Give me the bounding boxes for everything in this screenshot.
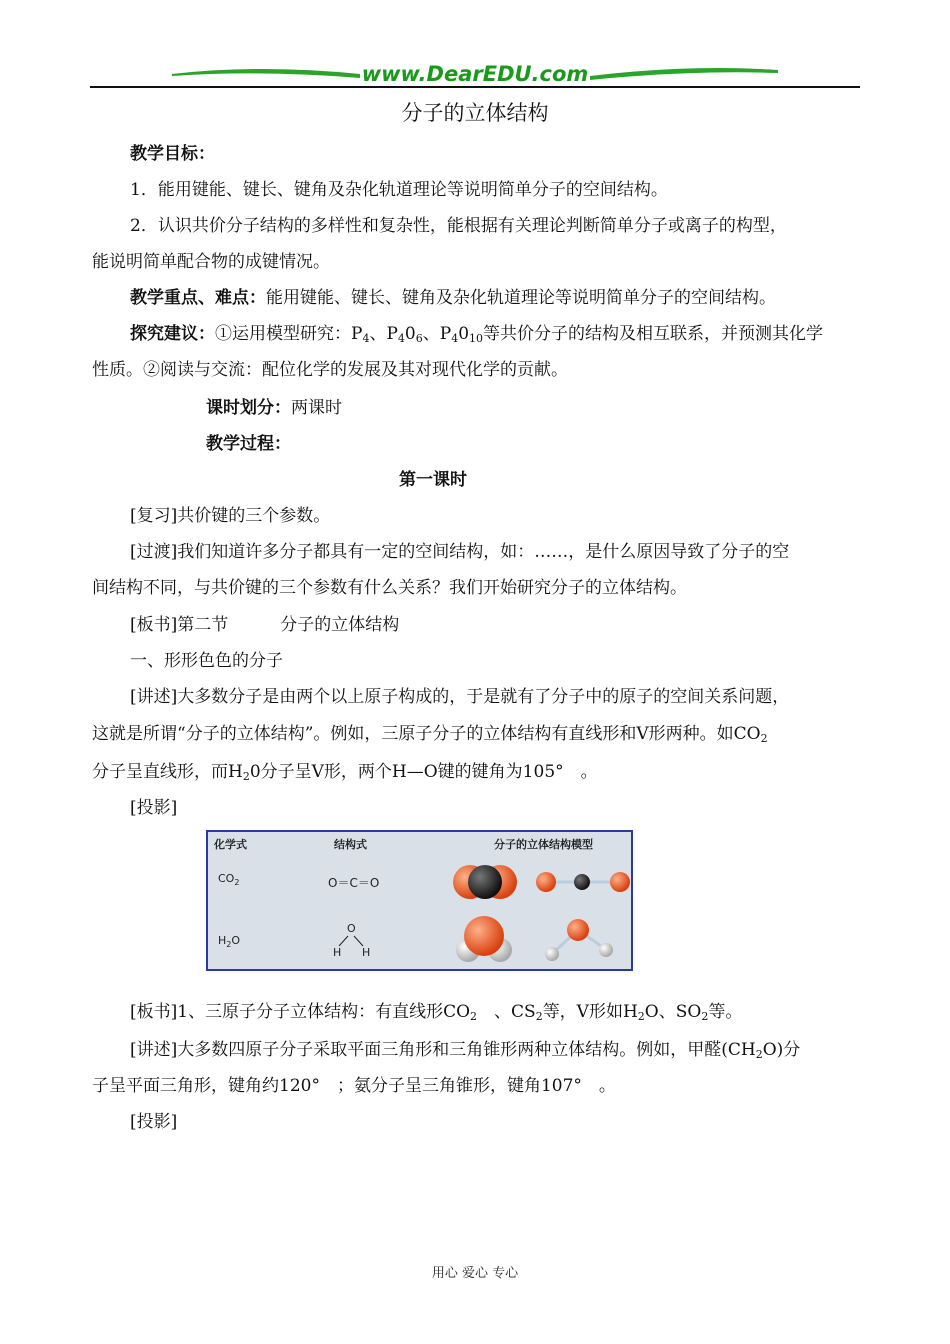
suggestion-sep: 、P: [422, 324, 452, 344]
lecture2-text: O)分: [762, 1040, 801, 1060]
oxygen-atom: [464, 916, 504, 956]
section-heading: 一、形形色色的分子: [130, 651, 283, 671]
board-text: [板书]1、三原子分子立体结构：有直线形CO: [130, 1002, 471, 1022]
board-label: [板书]第二节: [130, 615, 229, 635]
oxygen-atom: [610, 872, 630, 892]
board-line-1: [130, 615, 399, 635]
subscript: 2: [470, 1010, 478, 1023]
process-label: 教学过程：: [206, 434, 291, 454]
board-text: O、SO: [644, 1002, 702, 1022]
board-text: 等。: [708, 1002, 743, 1022]
review-line: [复习]共价键的三个参数。: [130, 506, 331, 526]
fig-col-model: 分子的立体结构模型: [494, 838, 593, 851]
schedule-value: 两课时: [291, 398, 342, 418]
subscript: 2: [242, 770, 250, 783]
key-points-text: 能用键能、键长、键角及杂化轨道理论等说明简单分子的空间结构。: [266, 288, 776, 308]
board-text: 等，V形如H: [542, 1002, 638, 1022]
oxygen-atom: [536, 872, 556, 892]
subscript: 2: [637, 1010, 645, 1023]
lecture1-text: 分子呈直线形，而H: [92, 762, 243, 782]
subscript: 6: [415, 332, 423, 345]
board-text: 、CS: [477, 1002, 536, 1022]
suggestion-line2: 性质。②阅读与交流：配位化学的发展及其对现代化学的贡献。: [92, 360, 568, 380]
suggestion-o: 0: [404, 324, 416, 344]
suggestion-o: 0: [458, 324, 470, 344]
lecture1-line2: [92, 724, 768, 744]
molecule-structure-figure: [206, 830, 633, 971]
objective-item-2-line2: 能说明简单配合物的成键情况。: [92, 252, 330, 272]
subscript: 2: [701, 1010, 709, 1023]
fig-co2-structure: O＝C＝O: [328, 876, 380, 890]
lecture1-text: 这就是所谓“分子的立体结构”。例如，三原子分子的立体结构有直线形和V形两种。如CO: [92, 724, 761, 744]
key-points-label: 教学重点、难点：: [130, 288, 266, 308]
subscript: 4: [451, 332, 459, 345]
suggestion-text-b: 等共价分子的结构及相互联系，并预测其化学: [483, 324, 824, 344]
suggestion-label: 探究建议：: [130, 324, 215, 344]
projection-label-2: [投影]: [130, 1112, 178, 1132]
suggestion-text-a: ①运用模型研究：P: [215, 324, 363, 344]
fig-h2o-o-label: O: [347, 922, 356, 935]
objective-item-1: 1．能用键能、键长、键角及杂化轨道理论等说明简单分子的空间结构。: [130, 180, 668, 200]
subscript: 2: [760, 732, 768, 745]
transition-line1: [过渡]我们知道许多分子都具有一定的空间结构，如：……，是什么原因导致了分子的空: [130, 542, 790, 562]
logo-text: www.DearEDU.com: [361, 62, 589, 86]
carbon-atom: [468, 865, 502, 899]
objectives-heading: 教学目标：: [130, 144, 215, 164]
subscript: 2: [535, 1010, 543, 1023]
subscript: 2: [226, 940, 232, 949]
page-title: 分子的立体结构: [401, 101, 549, 125]
board-topic: 分子的立体结构: [280, 615, 400, 635]
page-footer: 用心 爱心 专心: [431, 1266, 519, 1281]
fig-col-formula: 化学式: [214, 838, 247, 851]
subscript: 4: [397, 332, 405, 345]
transition-line2: 间结构不同，与共价键的三个参数有什么关系？我们开始研究分子的立体结构。: [92, 578, 687, 598]
fig-h2o-h-label: H: [333, 946, 342, 959]
site-logo: [170, 62, 780, 88]
formula-text: O: [231, 934, 241, 947]
projection-label-1: [投影]: [130, 798, 178, 818]
schedule-label: 课时划分：: [206, 398, 291, 418]
header-rule: [90, 86, 860, 88]
subscript: 2: [234, 878, 240, 887]
schedule-line: [206, 398, 342, 418]
lecture2-line1: [130, 1040, 800, 1060]
key-points-paragraph: [130, 288, 776, 308]
lecture1-line3: [92, 762, 598, 782]
suggestion-sep: 、P: [369, 324, 398, 344]
board-line-2: [130, 1002, 742, 1022]
molecule-models-graphic: [208, 832, 631, 969]
lecture2-line2: 子呈平面三角形，键角约120° ；氨分子呈三角锥形，键角107° 。: [92, 1076, 616, 1096]
subscript: 4: [362, 332, 370, 345]
objective-item-2-line1: 2．认识共价分子结构的多样性和复杂性，能根据有关理论判断简单分子或离子的构型，: [130, 216, 787, 236]
subscript: 2: [755, 1048, 763, 1061]
oxygen-atom: [567, 919, 589, 941]
formula-text: H: [218, 934, 227, 947]
carbon-atom: [574, 874, 590, 890]
fig-h2o-h-label: H: [362, 946, 371, 959]
hydrogen-atom: [545, 947, 559, 961]
lecture1-line1: [讲述]大多数分子是由两个以上原子构成的，于是就有了分子中的原子的空间关系问题，: [130, 687, 790, 707]
lecture1-text: 0分子呈V形，两个H—O键的键角为105° 。: [249, 762, 598, 782]
subscript: 10: [469, 332, 484, 345]
lesson-heading: 第一课时: [399, 470, 467, 490]
hydrogen-atom: [599, 943, 613, 957]
formula-text: CO: [218, 872, 235, 885]
suggestion-line1: [130, 324, 823, 344]
lecture2-text: [讲述]大多数四原子分子采取平面三角形和三角锥形两种立体结构。例如，甲醛(CH: [130, 1040, 756, 1060]
fig-col-structure: 结构式: [334, 838, 367, 851]
